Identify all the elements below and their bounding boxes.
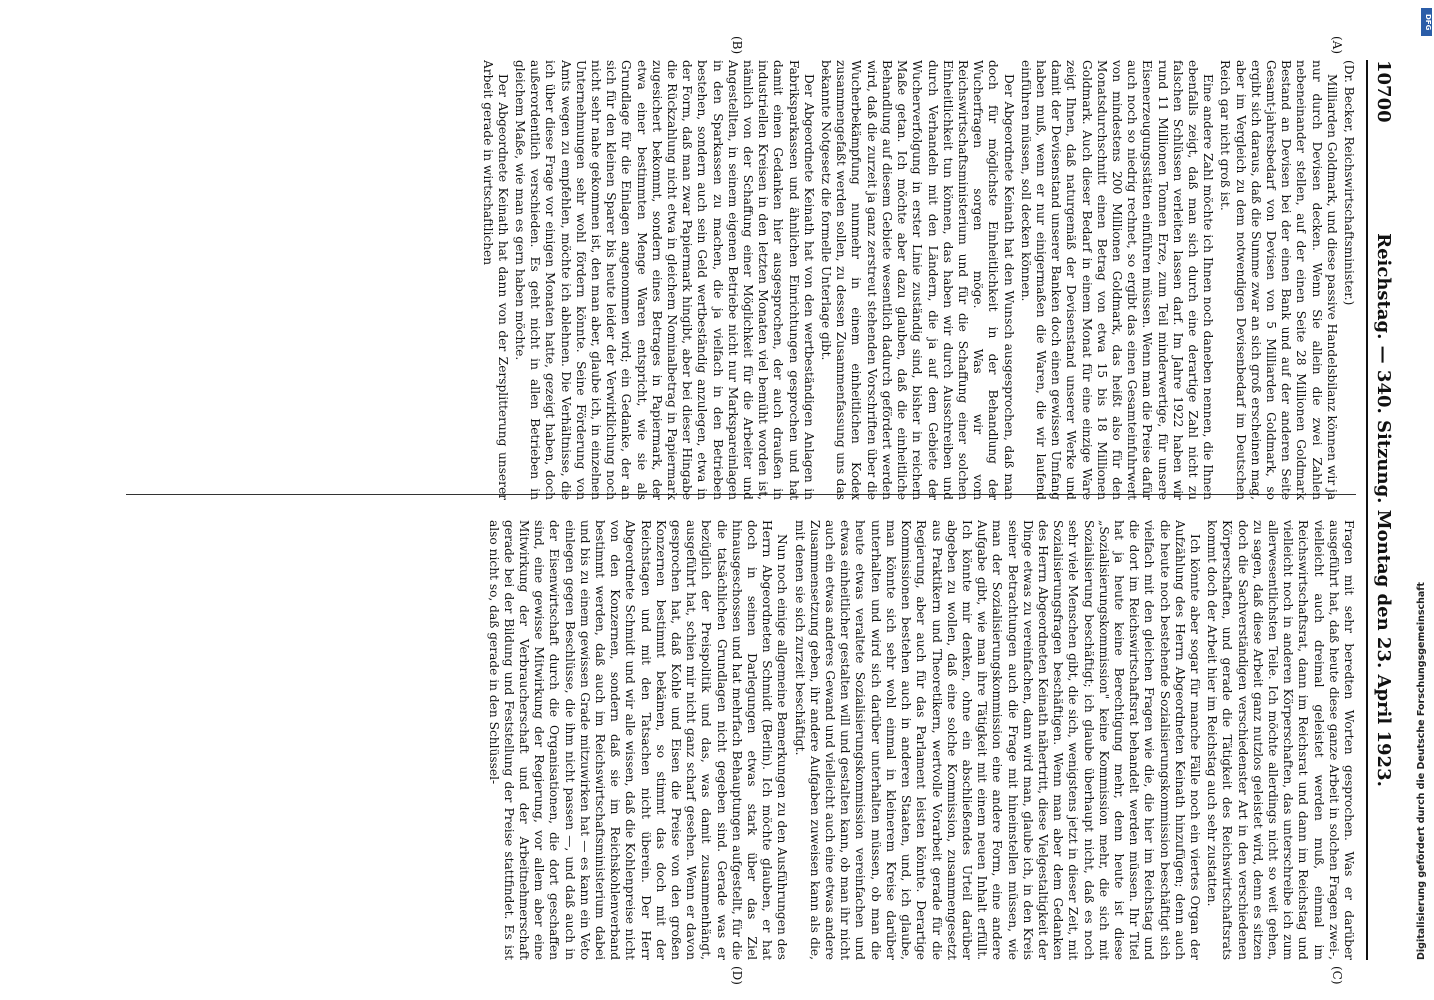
page-title: Reichstag. — 340. Sitzung. Montag den 23. April 1923.: [1373, 233, 1394, 787]
right-column: [126, 520, 1356, 960]
paragraph: Milliarden Goldmark, und diese passive Handelsbilanz können wir ja nur durch Devisen decken. Wenn Sie allein die zwei Zahlen nebeneinander stellen, auf der einen Seite 28 Millionen Goldmark Bestand an Devisen bei der einen Bank und auf der anderen Seite Gesamt-jahresbedarf von Devisen von 5 Milliarden Goldmark, so ergibt sich daraus, daß die Summe zwar an sich groß erscheinen mag, aber im Vergleich zu dem notwendigen Devisenbedarf im Deutschen Reich gar nicht groß ist.: [1218, 60, 1339, 500]
digitization-credit: Digitalisierung gefördert durch die Deutsche Forschungsgemeinschaft: [1416, 582, 1427, 960]
margin-marker-b: (B): [730, 36, 744, 55]
paragraph: Der Abgeordnete Keinath hat dann von der Zersplitterung unserer Arbeit gerade in wirtschaftlichen: [480, 60, 510, 500]
paragraph: Nun noch einige allgemeine Bemerkungen zu den Ausführungen des Herrn Abgeordneten Schmidt (Berlin). Ich möchte glauben, er hat doch in seinen Darlegungen etwas stark über das Ziel hinausgeschossen und hat mehrfach Behauptungen aufgestellt, für die die tatsächlichen Grundlagen nicht gegeben sind. Gerade was er bezüglich der Preispolitik und das, was damit zusammenhängt, ausgeführt hat, schien mir nicht ganz scharf gesehen. Wenn er davon gesprochen hat, daß Kohle und Eisen die Preise von den großen Konzernen bestimmt bekämen, so stimmt das doch mit der Reichstagen und mit den Tatsachen nicht überein. Der Herr Abgeordnete Schmidt und wir alle wissen, daß die Kohlenpreise nicht von den Konzernen, sondern daß sie im Reichskohlenverband bestimmt werden, daß auch im Reichswirtschaftsministerium dabei und bis zu einem gewissen Grade mitzuwirken hat — es kann ein Veto einlegen gegen Beschlüsse, die ihm nicht passen —, und daß auch in der Eisenwirtschaft durch die Organisationen, die dort geschaffen sind, eine gewisse Mitwirkung der Regierung, vor allem aber eine Mitwirkung der Verbraucherschaft und der Arbeitnehmerschaft gerade bei der Bildung und Feststellung der Preise stattfindet. Es ist also nicht so, daß gerade in den Schlüssel-: [486, 520, 790, 960]
margin-marker-a: (A): [1330, 36, 1344, 55]
paragraph: Fragen mit sehr beredten Worten gesprochen. Was er darüber ausgeführt hat, daß heute diese ganze Arbeit in solchen Fragen zwei-, vielleicht auch dreimal geleistet werden muß, einmal im Reichswirtschaftsrat, dann im Reichsrat und dann im Reichstag und vielleicht noch in anderen Körperschaften, das unterschreibe ich zum allerwesentlichsten Teile. Ich möchte allerdings nicht so weit gehen, zu sagen, daß diese Arbeit ganz nutzlos geleistet wird, denn es sitzen doch die Sachverständigen verschiedenster Art in den verschiedenen Körperschaften, und gerade die Tätigkeit des Reichswirtschaftsrats kommt doch der Arbeit hier im Reichstag auch sehr zustatten.: [1205, 520, 1356, 960]
page-header: [1366, 60, 1396, 960]
rotated-page-content: [54, 0, 1434, 1000]
page-number: 10700: [1373, 60, 1394, 123]
dfg-logo: DFG: [1421, 8, 1432, 36]
paragraph: Der Abgeordnete Keinath hat von den wertbeständigen Anlagen in Fabriksparkassen und ähnlichen Einrichtungen gesprochen und hat damit einen Gedanken hier ausgesprochen, der auch draußen in industriellen Kreisen in den letzten Monaten viel bemüht worden ist, nämlich von der Schaffung einer Möglichkeit für die Arbeiter und Angestellten, in seinem eigenen Betriebe nicht nur Markspareinlagen in den Sparkassen zu machen, die ja vielfach in den Betrieben bestehen, sondern auch sein Geld wertbeständig anzulegen, etwa in der Form, daß man zwar Papiermark hingibt, aber bei dieser Hingabe die Rückzahlung nicht etwa in gleichem Nominalbetrag in Papiermark zugesichert bekommt, sondern eines Betrages in Papiermark, der etwa einer bestimmten Menge Waren entspricht, wie sie als Grundlage für die Einlagen angenommen wird; ein Gedanke, der an sich für den kleinen Sparer bis heute leider der Verwirklichung noch nicht sehr nahe gekommen ist, den man aber, glaube ich, in einzelnen Unternehmungen sehr wohl fördern könnte. Seine Förderung von Amts wegen zu empfehlen, möchte ich ablehnen. Die Verhältnisse, die ich über diese Frage vor einigen Monaten hatte, gezeigt haben, doch außerordentlich verschieden. Es geht nicht in allen Betrieben in gleichem Maße, wie man es gern haben möchte.: [513, 60, 816, 500]
paragraph: Der Abgeordnete Keinath hat den Wunsch ausgesprochen, daß man doch für möglichste Einheitlichkeit in der Behandlung der Wucherfragen sorgen möge. Was wir vom Reichswirtschaftsministerium und für die Schaffung einer solchen Einheitlichkeit tun können, das haben wir durch Ausschreiben und durch Verhandeln mit den Ländern, die ja auf dem Gebiete der Wucherverfolgung in erster Linie zuständig sind, bisher in reichem Maße getan. Ich möchte aber dazu glauben, daß die einheitliche Behandlung auf diesem Gebiete wesentlich dadurch gefördert werden wird, daß die zurzeit ja ganz zerstreut stehenden Vorschriften über die Wucherbekämpfung nunmehr in einem einheitlichen Kodex zusammengefaßt werden sollen, zu dessen Zusammenfassung uns das bekannte Notgesetz die formelle Unterlage gibt.: [819, 60, 1016, 500]
speaker-line: (Dr. Becker, Reichswirtschaftsminister.): [1342, 60, 1356, 306]
left-column: [126, 60, 1356, 500]
paragraph: Ich könnte aber sogar für manche Fälle noch ein viertes Organ der Aufzählung des Herrn Abgeordneten Keinath hinzufügen; denn auch die heute noch bestehende Sozialisierungskommission beschäftigt sich vielfach mit den gleichen Fragen wie die, die hier im Reichstag und die dort im Reichswirtschaftsrat behandelt werden müssen. Ihr Titel hat ja heute keine Berechtigung mehr, denn heute ist diese „Sozialisierungskommission" keine Kommission mehr, die sich mit Sozialisierung beschäftigt; ich glaube überhaupt nicht, daß es noch sehr viele Menschen gibt, die sich, wenigstens jetzt in dieser Zeit, mit Sozialisierungsfragen beschäftigen. Wenn man aber dem Gedanken des Herrn Abgeordneten Keinath nähertritt, diese Vielgestaltigkeit der Dinge etwas zu vereinfachen, dann wird man, glaube ich, in den Kreis seiner Betrachtungen auch die Frage mit hineinstellen müssen, wie man der Sozialisierungskommission eine andere Form, eine andere Aufgabe gibt, wie man ihre Tätigkeit mit einem neuen Inhalt erfüllt. Ich könnte mir denken, ohne ein abschließendes Urteil darüber abgeben zu wollen, daß eine solche Kommission, zusammengesetzt aus Praktikern und Theoretikern, wertvolle Vorarbeit gerade für die Regierung, aber auch für das Parlament leisten könnte. Derartige Kommissionen bestehen auch in anderen Staaten, und, ich glaube, man könnte sich sehr wohl einmal in kleinerem Kreise darüber unterhalten und wird sich darüber unterhalten müssen, ob man die heute etwas veraltete Sozialisierungskommission vereinfachen und etwas einheitlicher gestalten will und gestalten kann, ob man ihr nicht auch ein etwas anderes Gewand und vielleicht auch eine etwas andere Zusammensetzung geben, ihr andere Aufgaben zuweisen kann als die, mit denen sie sich zurzeit beschäftigt.: [792, 520, 1202, 960]
margin-marker-c: (C): [1330, 966, 1344, 985]
margin-marker-d: (D): [730, 966, 744, 985]
paragraph: Eine andere Zahl möchte ich Ihnen noch daneben nennen, die Ihnen ebenfalls zeigt, daß man sich durch eine derartige Zahl nicht zu falschen Schlüssen verleiten lassen darf. Im Jahre 1922 haben wir rund 11 Millionen Tonnen Erze, zum Teil minderwertige, für unsere Eisenerzeugungsstätten einführen müssen. Wenn man die Preise dafür auch noch so niedrig rechnet, so ergibt das einen Gesamteinfuhrwert von mindestens 200 Millionen Goldmark, das heißt also für den Monatsdurchschnitt einen Betrag von etwa 15 bis 18 Millionen Goldmark. Auch dieser Bedarf in einem Monat für eine einzige Ware zeigt Ihnen, daß naturgemäß der Devisenstand unserer Werke und damit der Devisenstand unserer Banken doch einen gewissen Umfang haben muß, wenn er nur einigermaßen die Waren, die wir laufend einführen müssen, soll decken können.: [1018, 60, 1216, 500]
